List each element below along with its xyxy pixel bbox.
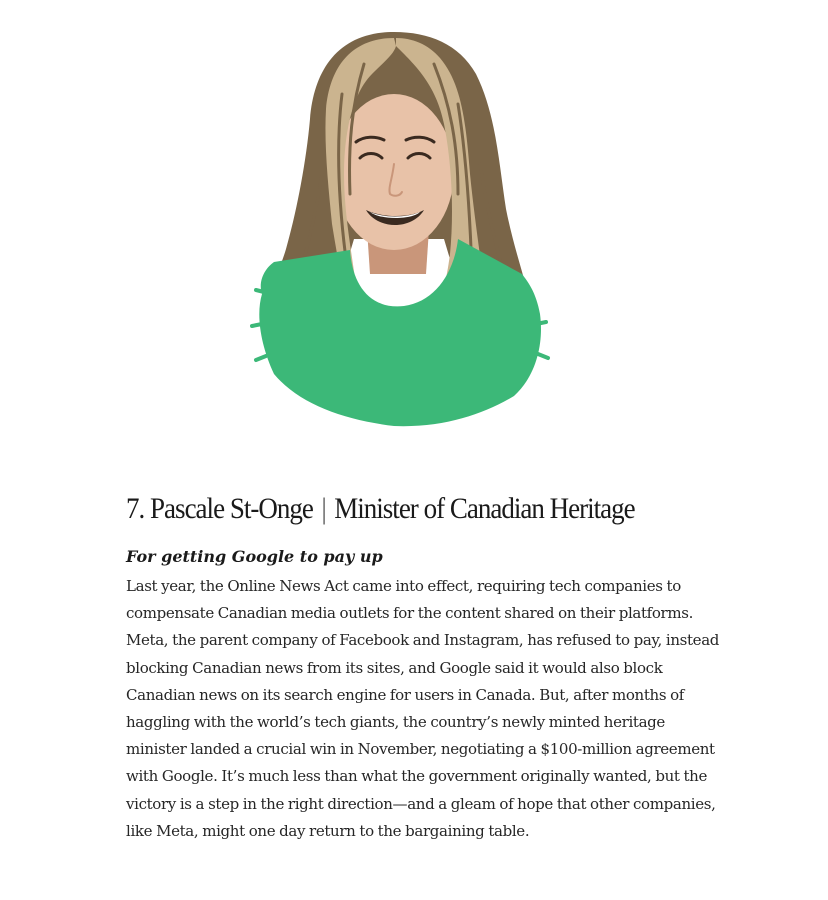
portrait-illustration <box>244 24 554 434</box>
deck-subheading: For getting Google to pay up <box>126 547 383 566</box>
article-heading <box>126 490 684 528</box>
role-title: Minister of Canadian Heritage <box>334 492 635 525</box>
article-body: Last year, the Online News Act came into effect, requiring tech companies to compensate Canadian media outlets for the content shared on their platforms. Meta, the parent company of Facebook and Instagram, has refused to pay, instead blocking Canadian news from its sites, and Google said it would also block Canadian news on its search engine for users in Canada. But, after months of haggling with the world’s tech giants, the country’s newly minted heritage minister landed a crucial win in November, negotiating a $100-million agreement with Google. It’s much less than what the government originally wanted, but the victory is a step in the right direction—and a gleam of hope that other companies, like Meta, might one day return to the bargaining table. <box>126 577 720 840</box>
portrait-illustration-icon <box>244 24 554 434</box>
rank-name: 7. Pascale St-Onge <box>126 492 313 525</box>
heading-separator: | <box>321 492 326 525</box>
